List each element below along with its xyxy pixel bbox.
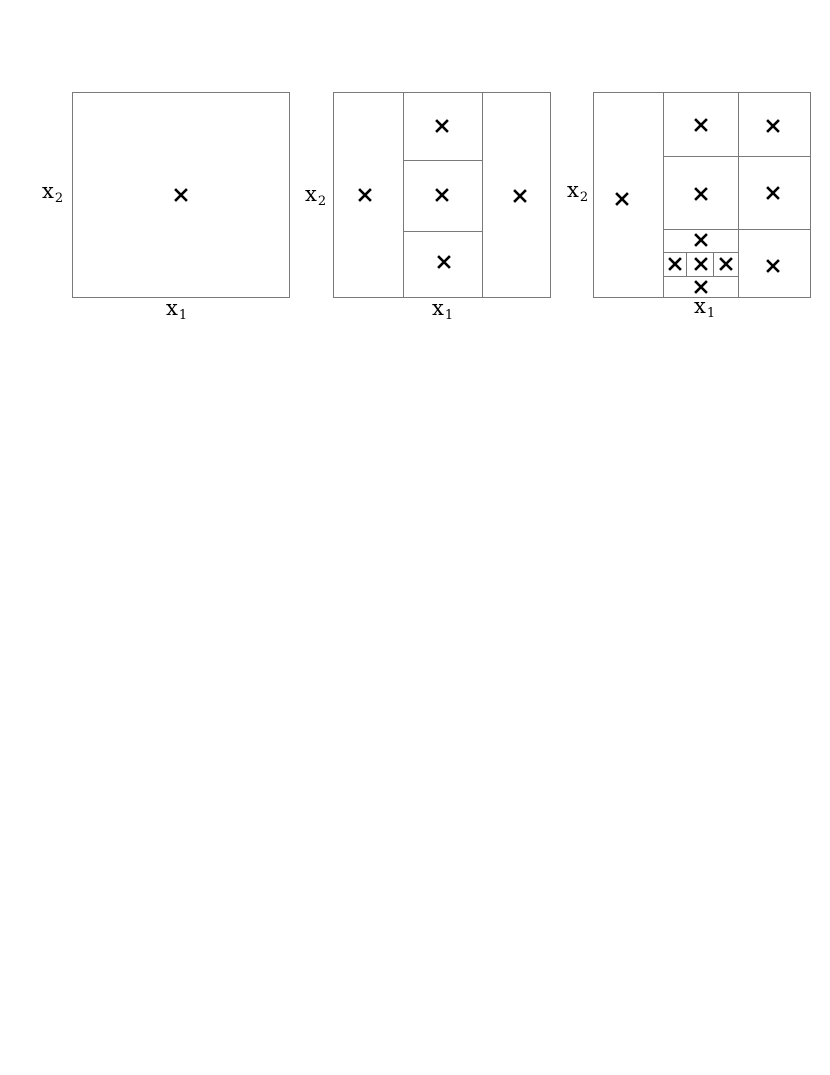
sample-point-marker	[766, 259, 780, 273]
sample-point-marker	[358, 188, 372, 202]
divider-line	[403, 231, 483, 232]
sample-point-marker	[668, 257, 682, 271]
divider-line	[663, 156, 811, 157]
divider-line	[663, 252, 739, 253]
y-axis-label: $x_2$	[567, 178, 589, 205]
sample-point-marker	[513, 189, 527, 203]
sample-point-marker	[719, 257, 733, 271]
sample-point-marker	[766, 119, 780, 133]
sample-point-marker	[694, 233, 708, 247]
sample-point-marker	[615, 192, 629, 206]
panel-2	[305, 92, 551, 323]
sample-point-marker	[694, 118, 708, 132]
y-axis-label: $x_2$	[305, 182, 327, 209]
divider-line	[713, 252, 714, 276]
sample-point-marker	[435, 188, 449, 202]
divider-line	[738, 92, 739, 298]
sample-point-marker	[174, 188, 188, 202]
sample-point-marker	[694, 187, 708, 201]
divider-line	[663, 276, 739, 277]
sample-point-marker	[437, 255, 451, 269]
x-axis-label: $x_1$	[432, 296, 454, 323]
panel-3	[567, 92, 811, 321]
divider-line	[686, 252, 687, 276]
divider-line	[663, 92, 664, 298]
panel-1	[42, 92, 290, 323]
divider-line	[482, 92, 483, 298]
sample-point-marker	[694, 280, 708, 294]
x-axis-label: $x_1$	[694, 294, 716, 321]
y-axis-label: $x_2$	[42, 179, 64, 206]
sample-point-marker	[766, 186, 780, 200]
divider-line	[403, 160, 483, 161]
sample-point-marker	[435, 119, 449, 133]
divider-line	[403, 92, 404, 298]
divider-line	[663, 229, 811, 230]
x-axis-label: $x_1$	[166, 296, 188, 323]
sample-point-marker	[694, 257, 708, 271]
